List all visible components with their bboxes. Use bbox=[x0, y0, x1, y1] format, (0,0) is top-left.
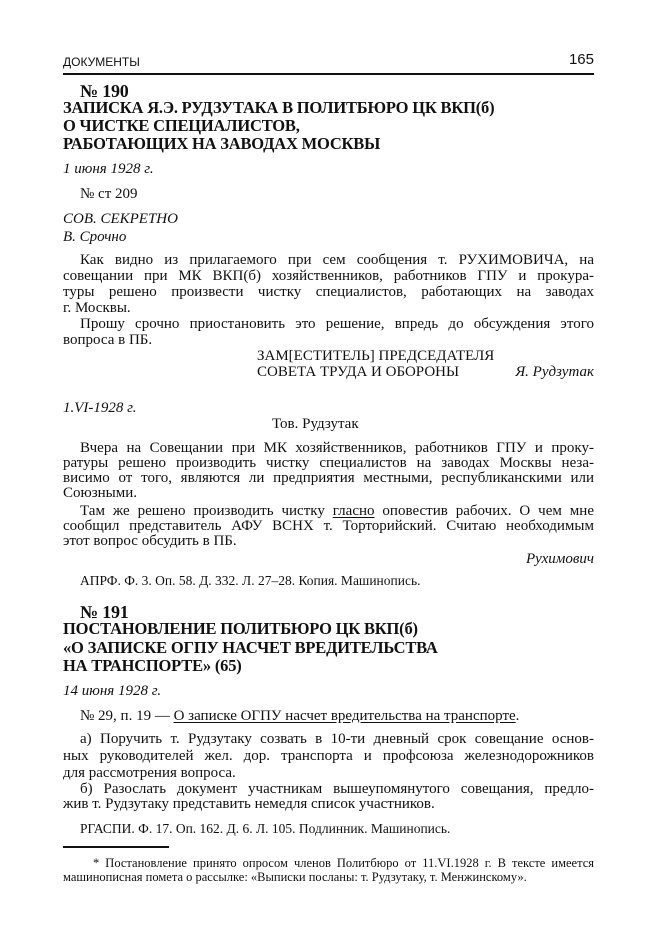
paragraph-line: б) Разослать документ участникам вышеупомянутого совещания, предло- bbox=[80, 781, 594, 797]
paragraph-line: туры решено произвести чистку специалистов, работающих на заводах bbox=[63, 284, 594, 300]
document-title-line: ЗАПИСКА Я.Э. РУДЗУТАКА В ПОЛИТБЮРО ЦК ВКП(б) bbox=[63, 98, 495, 117]
underlined-word: гласно bbox=[332, 503, 375, 519]
document-date: 14 июня 1928 г. bbox=[63, 683, 162, 699]
paragraph-line: совещании при МК ВКП(б) хозяйственников, работников ГПУ и прокура- bbox=[63, 268, 594, 284]
archive-source: АПРФ. Ф. 3. Оп. 58. Д. 332. Л. 27–28. Копия. Машинопись. bbox=[80, 573, 421, 588]
paragraph-line: этот вопрос обсудить в ПБ. bbox=[63, 533, 237, 549]
paragraph-line: Как видно из прилагаемого при сем сообщения т. РУХИМОВИЧА, на bbox=[80, 252, 594, 268]
text: оповестив рабочих. О чем мне bbox=[374, 503, 594, 519]
document-number: № 191 bbox=[80, 602, 129, 622]
paragraph-line: а) Поручить т. Рудзутаку созвать в 10-ти дневный срок совещание основ- bbox=[80, 731, 594, 747]
document-title-line: ПОСТАНОВЛЕНИЕ ПОЛИТБЮРО ЦК ВКП(б) bbox=[63, 619, 418, 638]
document-title-line: «О ЗАПИСКЕ ОГПУ НАСЧЕТ ВРЕДИТЕЛЬСТВА bbox=[63, 638, 438, 657]
urgency-stamp: В. Срочно bbox=[63, 229, 127, 245]
protocol-subject: О записке ОГПУ насчет вредительства на транспорте bbox=[173, 708, 516, 724]
paragraph-line: висимо от того, являются ли предприятия местными, республиканскими или bbox=[63, 470, 594, 486]
reference-number: № ст 209 bbox=[80, 186, 138, 202]
signatory-position: СОВЕТА ТРУДА И ОБОРОНЫ bbox=[257, 364, 460, 380]
paragraph-line: ных руководителей жел. дор. транспорта и профсоюза железнодорожников bbox=[63, 748, 594, 764]
paragraph-line: Прошу срочно приостановить это решение, впредь до обсуждения этого bbox=[80, 316, 594, 332]
section-title: ДОКУМЕНТЫ bbox=[63, 55, 140, 69]
footnote-rule bbox=[63, 846, 169, 848]
document-title-line: НА ТРАНСПОРТЕ» (65) bbox=[63, 656, 242, 675]
text: Там же решено производить чистку bbox=[80, 503, 333, 519]
header-rule bbox=[63, 73, 594, 75]
document-date: 1 июня 1928 г. bbox=[63, 161, 154, 177]
paragraph-line: г. Москвы. bbox=[63, 300, 131, 316]
signature: Я. Рудзутак bbox=[515, 364, 594, 380]
protocol-item bbox=[80, 706, 594, 726]
paragraph-line: ратуры решено производить чистку специалистов на заводах Москвы неза- bbox=[63, 455, 594, 471]
footnote-line: * Постановление принято опросом членов Политбюро от 11.VI.1928 г. В тексте имеется bbox=[93, 856, 594, 870]
paragraph-line: жив т. Рудзутаку представить немедля список участников. bbox=[63, 796, 435, 812]
paragraph-line: сообщил представитель АФУ ВСНХ т. Торторийский. Считаю необходимым bbox=[63, 518, 594, 534]
document-title-line: РАБОТАЮЩИХ НА ЗАВОДАХ МОСКВЫ bbox=[63, 134, 381, 153]
paragraph-line: вопроса в ПБ. bbox=[63, 332, 153, 348]
paragraph-line: Союзными. bbox=[63, 485, 138, 501]
paragraph-line: для рассмотрения вопроса. bbox=[63, 765, 236, 781]
protocol-prefix: № 29, п. 19 — bbox=[80, 708, 174, 724]
attachment-signature: Рухимович bbox=[525, 551, 594, 567]
addressee: Тов. Рудзутак bbox=[272, 416, 359, 432]
signatory-position: ЗАМ[ЕСТИТЕЛЬ] ПРЕДСЕДАТЕЛЯ bbox=[257, 348, 495, 364]
archive-source: РГАСПИ. Ф. 17. Оп. 162. Д. 6. Л. 105. Подлинник. Машинопись. bbox=[80, 821, 451, 836]
secrecy-stamp: СОВ. СЕКРЕТНО bbox=[63, 211, 178, 227]
attachment-date: 1.VI-1928 г. bbox=[63, 400, 137, 416]
footnote-line: машинописная помета о рассылке: «Выписки посланы: т. Рудзутаку, т. Менжинскому». bbox=[63, 870, 527, 884]
page-number: 165 bbox=[568, 51, 594, 68]
text: . bbox=[515, 708, 520, 724]
document-number: № 190 bbox=[80, 81, 129, 101]
paragraph-line: Вчера на Совещании при МК хозяйственников, работников ГПУ и проку- bbox=[80, 440, 594, 456]
document-title-line: О ЧИСТКЕ СПЕЦИАЛИСТОВ, bbox=[63, 116, 300, 135]
